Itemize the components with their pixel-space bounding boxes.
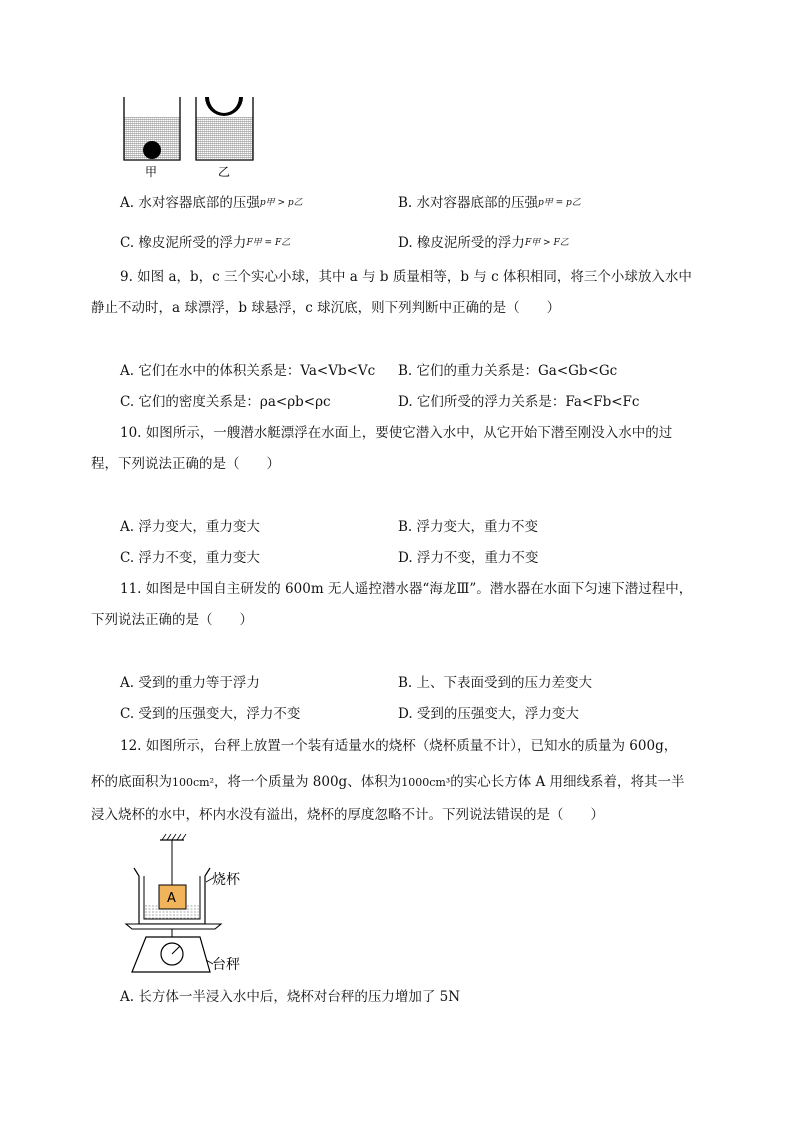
q12-stem-line3: 浸入烧杯的水中，杯内水没有溢出，烧杯的厚度忽略不计。下列说法错误的是（ ）: [91, 807, 604, 823]
q8-option-c-math: F甲 = F乙: [246, 238, 291, 248]
q11-stem-line1: 11. 如图是中国自主研发的 600m 无人遥控潜水器“海龙Ⅲ”。潜水器在水面下匀速下潜过程中，: [120, 581, 693, 597]
q10-option-d: D. 浮力不变，重力不变: [398, 550, 539, 566]
label-yi: 乙: [218, 165, 231, 179]
q8-option-d-math: F甲 > F乙: [524, 238, 569, 248]
q12-option-a: A. 长方体一半浸入水中后，烧杯对台秤的压力增加了 5N: [120, 989, 461, 1005]
q8-option-b-text: B. 水对容器底部的压强: [398, 195, 539, 211]
scale-label: 台秤: [212, 957, 240, 973]
q9-stem-line2: 静止不动时，a 球漂浮，b 球悬浮，c 球沉底，则下列判断中正确的是（ ）: [91, 300, 561, 316]
q8-option-b-math: p甲 = p乙: [538, 198, 581, 208]
clay-boat-yi: [205, 97, 243, 116]
q12-volume-value: 1000cm³: [401, 776, 451, 789]
q9-stem-line1: 9. 如图 a，b，c 三个实心小球，其中 a 与 b 质量相等，b 与 c 体积相同，将三个小球放入水中: [120, 269, 692, 285]
q11-option-a: A. 受到的重力等于浮力: [120, 675, 260, 691]
q10-option-a: A. 浮力变大，重力变大: [120, 519, 260, 535]
q10-option-b: B. 浮力变大，重力不变: [398, 519, 539, 535]
figure-containers: [115, 92, 245, 178]
q12-stem-line1: 12. 如图所示，台秤上放置一个装有适量水的烧杯（烧杯质量不计），已知水的质量为 600g，: [120, 738, 678, 754]
q8-option-c-text: C. 橡皮泥所受的浮力: [120, 235, 247, 251]
q11-option-b: B. 上、下表面受到的压力差变大: [398, 675, 593, 691]
label-jia: 甲: [145, 165, 158, 179]
q12-line2-b: ，将一个质量为 800g、体积为: [214, 774, 402, 790]
figure-beaker-scale: [120, 832, 280, 980]
q12-stem-line2: [91, 773, 685, 792]
q8-option-b: [398, 194, 581, 212]
water-yi: [196, 117, 253, 159]
q10-option-c: C. 浮力不变，重力变大: [120, 550, 260, 566]
q12-line2-a: 杯的底面积为: [91, 774, 172, 790]
q9-option-d: D. 它们所受的浮力关系是：Fa<Fb<Fc: [398, 394, 640, 410]
q8-option-a: [120, 194, 303, 212]
q10-stem-line1: 10. 如图所示，一艘潜水艇漂浮在水面上，要使它潜入水中，从它开始下潜至刚没入水中的过: [120, 425, 673, 441]
q9-option-b: B. 它们的重力关系是：Ga<Gb<Gc: [398, 363, 618, 379]
q9-option-a: A. 它们在水中的体积关系是：Va<Vb<Vc: [120, 363, 376, 379]
q9-option-c: C. 它们的密度关系是：ρa<ρb<ρc: [120, 394, 331, 410]
q8-option-a-math: p甲 > p乙: [259, 198, 303, 208]
q11-option-d: D. 受到的压强变大，浮力变大: [398, 706, 579, 722]
clay-ball-jia: [143, 141, 161, 159]
q12-line2-c: 的实心长方体 A 用细线系着，将其一半: [450, 774, 685, 790]
q8-option-d: [398, 234, 569, 252]
q8-option-a-text: A. 水对容器底部的压强: [120, 195, 260, 211]
q10-stem-line2: 程，下列说法正确的是（ ）: [91, 456, 280, 472]
q11-option-c: C. 受到的压强变大，浮力不变: [120, 706, 301, 722]
q8-option-c: [120, 234, 290, 252]
q11-stem-line2: 下列说法正确的是（ ）: [91, 612, 253, 628]
q12-area-value: 100cm²: [172, 776, 214, 789]
beaker-label: 烧杯: [212, 872, 240, 888]
block-a-label: A: [167, 891, 176, 906]
q8-option-d-text: D. 橡皮泥所受的浮力: [398, 235, 525, 251]
